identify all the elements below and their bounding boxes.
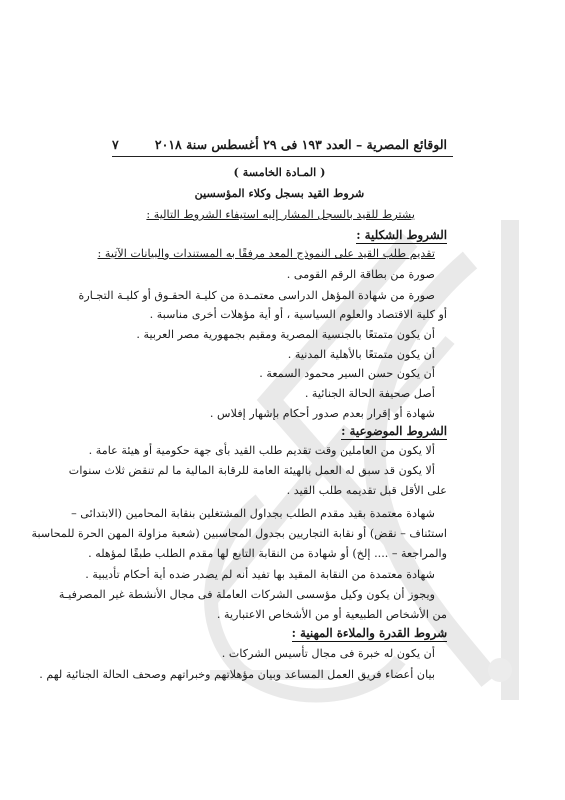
list-item: شهادة معتمدة بقيد مقدم الطلب بجداول المشتغلين بنقابة المحامين (الابتدائى –	[71, 507, 435, 520]
list-item: صورة من شهادة المؤهل الدراسى معتمـدة من كليـة الحقـوق أو كليـة التجـارة	[78, 289, 435, 302]
list-item: ويجوز أن يكون وكيل مؤسسى الشركات العاملة فى مجال الأنشطة غير المصرفيـة	[58, 588, 435, 601]
header-rule	[112, 156, 453, 157]
list-item: بيان أعضاء فريق العمل المساعد وبيان مؤهلاتهم وخبراتهم وصحف الحالة الجنائية لهم .	[39, 668, 435, 681]
objective-conditions-heading: الشروط الموضوعية :	[341, 424, 447, 438]
list-item: من الأشخاص الطبيعية أو من الأشخاص الاعتبارية .	[216, 608, 447, 621]
list-item: أن يكون حسن السير محمود السمعة .	[259, 367, 435, 380]
list-item: تقديم طلب القيد على النموذج المعد مرفقًا به المستندات والبيانات الآتية :	[97, 247, 435, 260]
gazette-issue-title: الوقائع المصرية – العدد ١٩٣ فى ٢٩ أغسطس سنة ٢٠١٨	[154, 137, 447, 152]
article-intro: يشترط للقيد بالسجل المشار إليه استيفاء الشروط التالية :	[146, 208, 415, 221]
list-item: استئناف – نقض) أو نقابة التجاريين بجدول المحاسبين (شعبة مزاولة المهن الحرة للمحاسبة	[31, 527, 447, 540]
competence-conditions-heading: شروط القدرة والملاءة المهنية :	[291, 626, 447, 640]
list-item: على الأقل قبل تقديمه طلب القيد .	[286, 484, 447, 497]
list-item: أو كلية الاقتصاد والعلوم السياسية ، أو أية مؤهلات أخرى مناسبة .	[149, 308, 447, 321]
page-number: ٧	[112, 137, 119, 152]
list-item: أن يكون متمتعًا بالأهلية المدنية .	[287, 348, 435, 361]
list-item: والمراجعة – .... إلخ) أو شهادة من النقابة التابع لها مقدم الطلب طبقًا لمؤهله .	[88, 547, 447, 560]
list-item: أن يكون له خبرة فى مجال تأسيس الشركات .	[221, 647, 435, 660]
list-item: أصل صحيفة الحالة الجنائية .	[304, 387, 435, 400]
list-item: ألا يكون من العاملين وقت تقديم طلب القيد بأى جهة حكومية أو هيئة عامة .	[88, 444, 435, 457]
list-item: صورة من بطاقة الرقم القومى .	[286, 268, 435, 281]
page-header	[112, 137, 447, 155]
list-item: شهادة أو إقرار بعدم صدور أحكام بإشهار إفلاس .	[209, 407, 435, 420]
list-item: ألا يكون قد سبق له العمل بالهيئة العامة للرقابة المالية ما لم تنقض ثلاث سنوات	[68, 464, 435, 477]
list-item: أن يكون متمتعًا بالجنسية المصرية ومقيم بجمهورية مصر العربية .	[136, 328, 435, 341]
list-item: شهادة معتمدة من النقابة المقيد بها تفيد أنه لم يصدر ضده أية أحكام تأديبية .	[85, 568, 435, 581]
article-heading: ( المـادة الخامسة )	[233, 165, 326, 179]
formal-conditions-heading: الشروط الشكلية :	[356, 228, 447, 242]
article-subheading: شروط القيد بسجل وكلاء المؤسسين	[194, 186, 365, 200]
